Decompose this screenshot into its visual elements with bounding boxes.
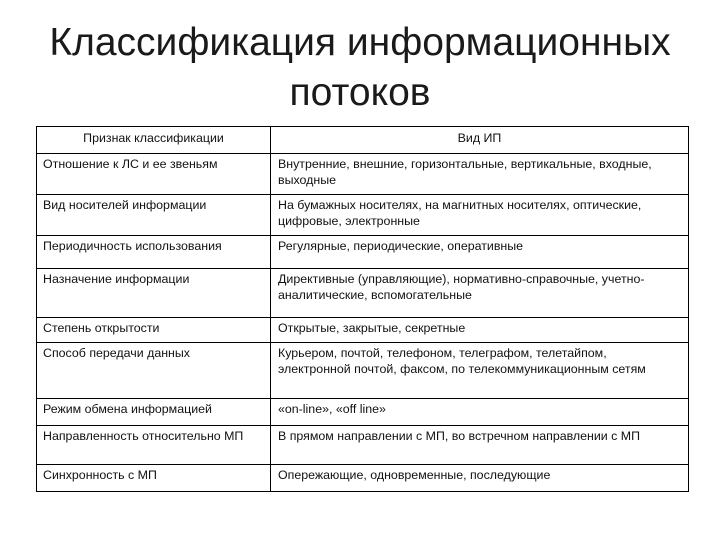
criterion-cell: Вид носителей информации <box>37 194 271 235</box>
column-header-flow-type: Вид ИП <box>271 127 689 154</box>
criterion-cell: Способ передачи данных <box>37 342 271 398</box>
flow-type-cell: Регулярные, периодические, оперативные <box>271 235 689 268</box>
criterion-cell: Направленность относительно МП <box>37 425 271 464</box>
table-row <box>37 425 689 464</box>
table-row <box>37 398 689 425</box>
table-row <box>37 235 689 268</box>
classification-table <box>36 126 689 492</box>
criterion-cell: Синхронность с МП <box>37 464 271 491</box>
title-line-2: потоков <box>289 71 431 114</box>
flow-type-cell: Курьером, почтой, телефоном, телеграфом, телетайпом, электронной почтой, факсом, по телекоммуникационным сетям <box>271 342 689 398</box>
title-line-1: Классификация информационных <box>49 21 671 64</box>
criterion-cell: Отношение к ЛС и ее звеньям <box>37 153 271 194</box>
flow-type-cell: Директивные (управляющие), нормативно-справочные, учетно-аналитические, вспомогательные <box>271 268 689 317</box>
table-row <box>37 464 689 491</box>
flow-type-cell: Открытые, закрытые, секретные <box>271 317 689 342</box>
table-row <box>37 317 689 342</box>
flow-type-cell: На бумажных носителях, на магнитных носителях, оптические, цифровые, электронные <box>271 194 689 235</box>
flow-type-cell: «on-line», «off line» <box>271 398 689 425</box>
flow-type-cell: Опережающие, одновременные, последующие <box>271 464 689 491</box>
table-row <box>37 153 689 194</box>
table-row <box>37 342 689 398</box>
criterion-cell: Режим обмена информацией <box>37 398 271 425</box>
criterion-cell: Периодичность использования <box>37 235 271 268</box>
criterion-cell: Степень открытости <box>37 317 271 342</box>
table-row <box>37 268 689 317</box>
criterion-cell: Назначение информации <box>37 268 271 317</box>
page-title <box>0 18 720 118</box>
column-header-criterion: Признак классификации <box>37 127 271 154</box>
table-row <box>37 194 689 235</box>
flow-type-cell: Внутренние, внешние, горизонтальные, вертикальные, входные, выходные <box>271 153 689 194</box>
table-header-row <box>37 127 689 154</box>
flow-type-cell: В прямом направлении с МП, во встречном направлении с МП <box>271 425 689 464</box>
